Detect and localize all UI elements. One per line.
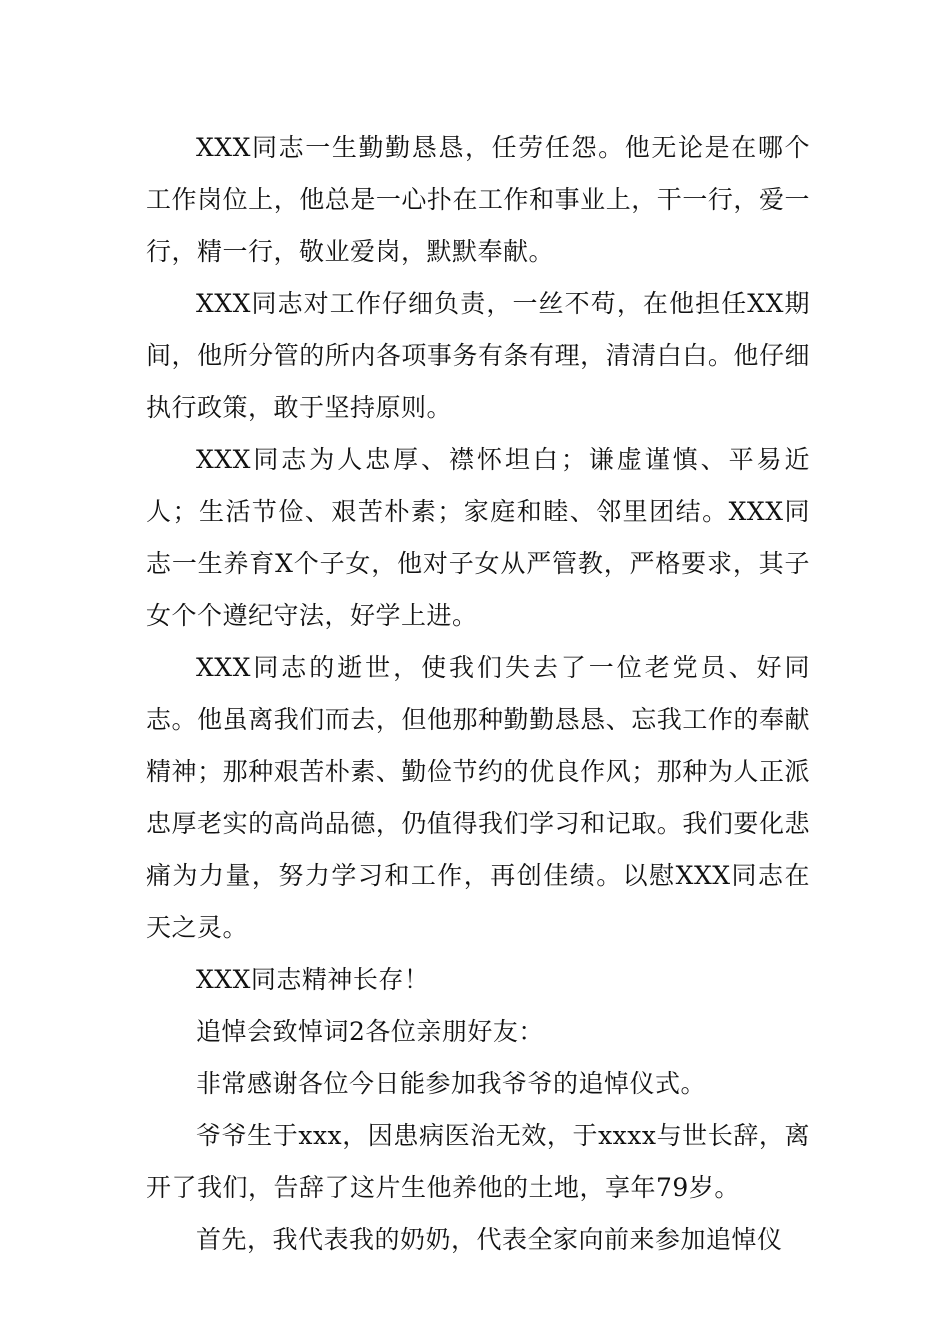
paragraph-1: XXX同志一生勤勤恳恳，任劳任怨。他无论是在哪个工作岗位上，他总是一心扑在工作和事业上，干一行，爱一行，精一行，敬业爱岗，默默奉献。: [146, 133, 810, 266]
paragraph-7: 非常感谢各位今日能参加我爷爷的追悼仪式。: [196, 1069, 707, 1098]
paragraph-2: XXX同志对工作仔细负责，一丝不苟，在他担任XX期间，他所分管的所内各项事务有条有理，清清白白。他仔细执行政策，敢于坚持原则。: [146, 289, 810, 422]
paragraph-8: 爷爷生于xxx，因患病医治无效，于xxxx与世长辞，离开了我们，告辞了这片生他养他的土地，享年79岁。: [146, 1121, 810, 1202]
paragraph-5: XXX同志精神长存！: [196, 965, 430, 994]
paragraph-4: XXX同志的逝世，使我们失去了一位老党员、好同志。他虽离我们而去，但他那种勤勤恳恳、忘我工作的奉献精神；那种艰苦朴素、勤俭节约的优良作风；那种为人正派忠厚老实的高尚品德，仍值得我们学习和记取。我们要化悲痛为力量，努力学习和工作，再创佳绩。以慰XXX同志在天之灵。: [146, 653, 810, 942]
document-body: [146, 122, 810, 1266]
paragraph-9: 首先，我代表我的奶奶，代表全家向前来参加追悼仪: [196, 1225, 783, 1254]
paragraph-6-eulogy-heading: 追悼会致悼词2各位亲朋好友：: [196, 1017, 544, 1046]
paragraph-3: XXX同志为人忠厚、襟怀坦白；谦虚谨慎、平易近人；生活节俭、艰苦朴素；家庭和睦、邻里团结。XXX同志一生养育X个子女，他对子女从严管教，严格要求，其子女个个遵纪守法，好学上进。: [146, 445, 810, 630]
